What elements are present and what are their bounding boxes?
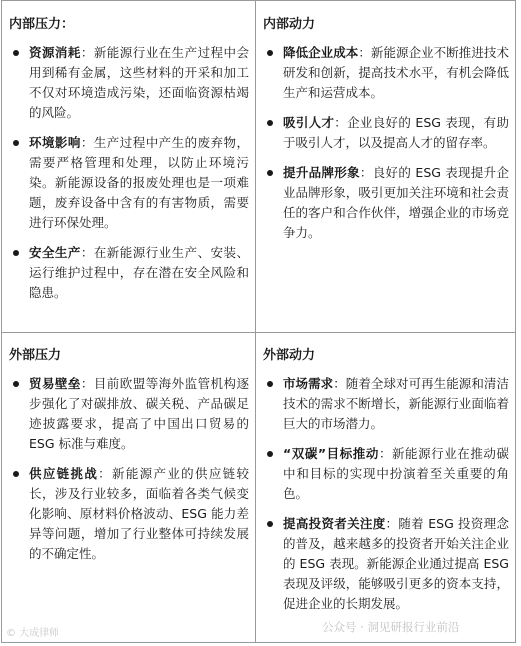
item-term: 提升品牌形象 [283,165,360,180]
item-term: 市场需求 [283,376,334,391]
item-term: 资源消耗 [29,45,81,60]
source-watermark: © 大成律师 [6,628,60,639]
esg-table [1,0,516,643]
item-text: ：良好的 ESG 表现提升企业品牌形象，吸引更加关注环境和社会责任的客户和合作伙伴，增强企业的市场竞争力。 [283,165,509,240]
item-text: ：在新能源行业生产、安装、运行维护过程中，存在潜在安全风险和隐患。 [29,245,249,300]
list-item [9,133,249,233]
bullet-icon [13,250,19,256]
item-term: 环境影响 [29,135,81,150]
external-pressure-cell [2,346,255,574]
list-item [263,113,509,153]
list-item [263,163,509,243]
external-pressure-heading: 外部压力 [9,348,62,363]
list-item [263,43,509,103]
item-text: ：生产过程中产生的废弃物，需要严格管理和处理，以防止环境污染。新能源设备的报废处理也是一项难题，废弃设备中含有的有害物质，需要进行环保处理。 [29,135,249,230]
item-text: ：随着全球对可再生能源和清洁技术的需求不断增长，新能源行业面临着巨大的市场潜力。 [283,376,509,431]
bullet-icon [13,50,19,56]
internal-drive-heading: 内部动力 [263,17,316,32]
bullet-icon [13,140,19,146]
bullet-icon [267,381,273,387]
bullet-icon [13,471,19,477]
external-drive-cell [256,346,515,624]
internal-pressure-cell [2,15,255,313]
list-item [263,374,509,434]
internal-pressure-heading: 内部压力： [9,17,75,32]
list-item [9,243,249,303]
item-text: ：新能源行业在推动碳中和目标的实现中扮演着至关重要的角色。 [283,446,509,501]
item-text: ：新能源行业在生产过程中会用到稀有金属，这些材料的开采和加工不仅对环境造成污染，还面临资源枯竭的风险。 [29,45,249,120]
item-term: 贸易壁垒 [29,376,81,391]
item-term: 降低企业成本 [283,45,359,60]
bullet-icon [13,381,19,387]
item-text: ：新能源企业不断推进技术研发和创新，提高技术水平，有机会降低生产和运营成本。 [283,45,509,100]
item-term: 供应链挑战 [29,466,99,481]
list-item [9,464,249,564]
list-item [263,444,509,504]
list-item [9,43,249,123]
bullet-icon [267,451,273,457]
bullet-icon [267,50,273,56]
row-divider [2,332,515,333]
item-term: “双碳”目标推动 [283,446,379,461]
item-term: 安全生产 [29,245,81,260]
item-text: ：企业良好的 ESG 表现，有助于吸引人才，以及提高人才的留存率。 [283,115,509,150]
item-term: 提高投资者关注度 [283,516,386,531]
list-item [9,374,249,454]
bullet-icon [267,120,273,126]
external-drive-heading: 外部动力 [263,348,316,363]
item-text: ：新能源产业的供应链较长，涉及行业较多，面临着各类气候变化影响、原材料价格波动、ESG 能力差异等问题，增加了行业整体可持续发展的不确定性。 [29,466,249,561]
bullet-icon [267,170,273,176]
internal-drive-cell [256,15,515,253]
item-text: ：目前欧盟等海外监管机构逐步强化了对碳排放、碳关税、产品碳足迹披露要求，提高了中国出口贸易的 ESG 标准与难度。 [29,376,249,451]
bullet-icon [267,521,273,527]
item-term: 吸引人才 [283,115,335,130]
list-item [263,514,509,614]
account-watermark: 公众号 · 洞见研报行业前沿 [322,620,460,634]
item-text: ：随着 ESG 投资理念的普及，越来越多的投资者开始关注企业的 ESG 表现。新能源企业通过提高 ESG 表现及评级，能够吸引更多的资本支持，促进企业的长期发展。 [283,516,509,611]
